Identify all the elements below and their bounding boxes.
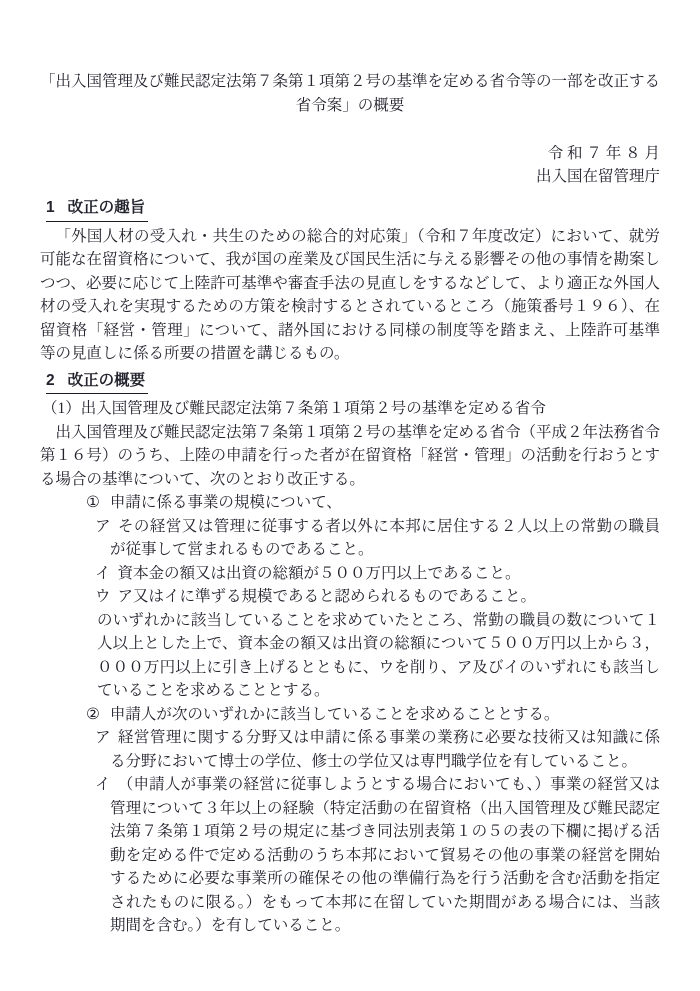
subsection-1-title	[42, 397, 660, 421]
list-item-1-c	[95, 585, 660, 609]
section-1-heading-text	[46, 196, 148, 222]
subsection-1-label: （1）	[42, 400, 81, 417]
date-block	[40, 142, 660, 188]
list-item-1-b	[95, 562, 660, 586]
list-item-2	[86, 703, 660, 727]
title-line-2: 省令案」の概要	[295, 97, 405, 114]
section-2-number: 2	[46, 371, 55, 389]
doc-agency: 出入国在留管理庁	[535, 168, 660, 185]
list-item-2-b	[95, 773, 660, 938]
list-item-2-text: 申請人が次のいずれかに該当していることを求めることとする。	[109, 705, 560, 723]
list-item-1-a	[95, 515, 660, 562]
section-purpose	[40, 196, 660, 366]
list-item-1-text: 申請に係る事業の規模について、	[109, 494, 342, 511]
section-1-heading	[46, 196, 660, 222]
section-overview	[40, 369, 660, 938]
document-title	[40, 70, 660, 118]
subsection-1-name: 出入国管理及び難民認定法第７条第１項第２号の基準を定める省令	[80, 400, 546, 417]
section-1-title: 改正の趣旨	[67, 199, 146, 216]
list-item-1-b-marker: イ	[95, 564, 111, 582]
list-item-1-c-marker: ウ	[95, 588, 111, 605]
list-item-1-marker: ①	[86, 494, 100, 511]
doc-date: 令 和 ７ 年 ８ 月	[547, 145, 660, 162]
section-1-body: 「外国人材の受入れ・共生のための総合的対応策」（令和７年度改定）において、就労可能な在留資格について、我が国の産業及び国民生活に与える影響その他の事情を勘案しつつ、必要に応じて上陸許可基準や審査手法の見直しをするなどして、より適正な外国人材の受入れを実現するための方策を検討するとされているところ（施策番号１９６）、在留資格「経営・管理」について、諸外国における同様の制度等を踏まえ、上陸許可基準等の見直しに係る所要の措置を講じるもの。	[40, 227, 660, 362]
section-1-number: 1	[46, 199, 55, 216]
section-2-heading-text	[46, 369, 148, 395]
list-item-2-marker: ②	[86, 705, 100, 723]
title-line-1: 「出入国管理及び難民認定法第７条第１項第２号の基準を定める省令等の一部を改正する	[40, 73, 661, 90]
subsection-1-body: 出入国管理及び難民認定法第７条第１項第２号の基準を定める省令（平成２年法務省令第１６号）のうち、上陸の申請を行った者が在留資格「経営・管理」の活動を行おうとする場合の基準について、次のとおり改正する。	[40, 423, 661, 488]
list-item-2-b-text: （申請人が事業の経営に従事しようとする場合においても、）事業の経営又は管理について３年以上の経験（特定活動の在留資格（出入国管理及び難民認定法第７条第１項第２号の規定に基づき同法別表第１の５の表の下欄に掲げる活動を定める件で定める活動のうち本邦において貿易その他の事業の経営を開始するために必要な事業所の確保その他の準備行為を行う活動を含む活動を指定されたものに限る。）をもって本邦に在留していた期間がある場合には、当該期間を含む。）を有していること。	[110, 776, 660, 934]
section-2-heading	[46, 369, 660, 395]
list-item-2-a	[95, 726, 660, 773]
list-item-1	[86, 491, 660, 515]
list-item-2-a-marker: ア	[95, 729, 111, 746]
list-item-1-note: のいずれかに該当していることを求めていたところ、常勤の職員の数について１人以上とした上で、資本金の額又は出資の総額について５００万円以上から３，０００万円以上に引き上げるとともに、ウを削り、ア及びイのいずれにも該当していることを求めることとする。	[97, 611, 660, 699]
list-item-1-a-marker: ア	[95, 517, 111, 535]
list-item-1-c-text: ア又はイに準ずる規模であると認められるものであること。	[117, 588, 537, 605]
list-item-1-b-text: 資本金の額又は出資の総額が５００万円以上であること。	[117, 564, 521, 582]
list-item-2-b-marker: イ	[95, 776, 111, 793]
list-item-1-a-text: その経営又は管理に従事する者以外に本邦に居住する２人以上の常勤の職員が従事して営まれるものであること。	[110, 517, 660, 558]
section-2-title: 改正の概要	[67, 371, 146, 389]
list-item-2-a-text: 経営管理に関する分野又は申請に係る事業の業務に必要な技術又は知識に係る分野において博士の学位、修士の学位又は専門職学位を有していること。	[110, 729, 660, 770]
